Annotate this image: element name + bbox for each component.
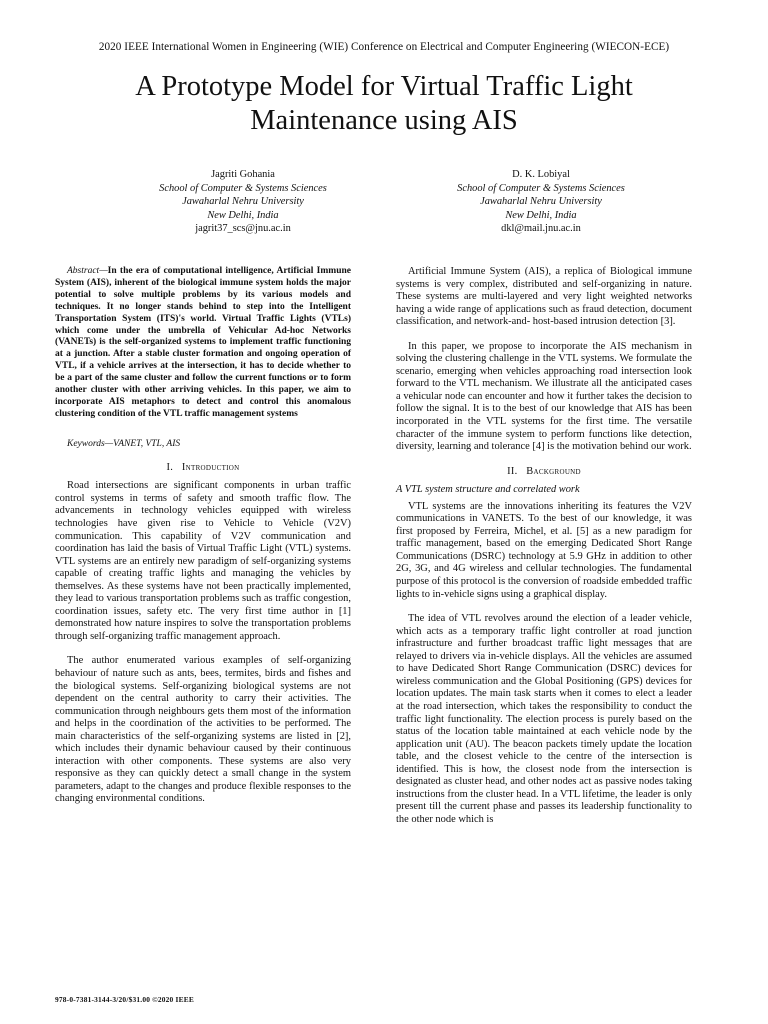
intro-paragraph-4: In this paper, we propose to incorporate the AIS mechanism in solving the clustering challenge in the VTL systems. We formulate the scenario, emerging when vehicles approaching road intersection look forward to the VTL mechanism. We illustrate all the anticipated cases a vehicular node can encounter and how it further takes the decision to follow the signal. It is to the best of our knowledge that AIS has been incorporated in the VTL systems for the first time. The versatile character of the immune system to perform functions like detection, diversity, learning and tolerance [4] is the motivation behind our work.: [396, 340, 692, 453]
author-dept: School of Computer & Systems Sciences: [457, 182, 625, 194]
author-block-2: [426, 168, 656, 236]
author-email: jagrit37_scs@jnu.ac.in: [195, 223, 291, 235]
left-column: [55, 266, 351, 806]
section-number: II.: [507, 465, 518, 477]
author-univ: Jawaharlal Nehru University: [480, 196, 602, 208]
background-paragraph-2: The idea of VTL revolves around the election of a leader vehicle, which acts as a temporary traffic light controller at road junction infrastructure and further broadcast traffic light messages that are relayed to drivers via in-vehicle displays. All the vehicles are assumed to have Dedicated Short Range Communication (DSRC) devices for wireless communication and the Global Positioning (GPS) devices for location updates. The main task starts when it comes to elect a leader at the road intersection, which takes the responsibility to conduct the traffic light functionality. The election process is purely based on the status of the location table maintained at each vehicle node by the application unit (AU). The beacon packets timely update the location table, and the closest vehicle to the centre of the intersection is identified. This is how, the closest node from the intersection is designated as cluster head, and other nodes act as passive nodes taking instructions from the cluster head. In a VTL lifetime, the leader is only present till the current phase and passes its leadership functionality to the other node which is: [396, 613, 692, 825]
author-city: New Delhi, India: [505, 209, 577, 221]
section-title: Background: [526, 465, 581, 477]
author-name: Jagriti Gohania: [211, 169, 275, 180]
section-title: Introduction: [181, 461, 240, 473]
author-univ: Jawaharlal Nehru University: [182, 196, 304, 208]
author-city: New Delhi, India: [207, 209, 279, 221]
keywords: Keywords—VANET, VTL, AIS: [67, 438, 181, 449]
section-heading-introduction: [55, 462, 351, 475]
author-email: dkl@mail.jnu.ac.in: [501, 223, 581, 235]
section-heading-background: [396, 466, 692, 479]
section-number: I.: [166, 461, 174, 473]
conference-header: 2020 IEEE International Women in Engineering (WIE) Conference on Electrical and Computer Engineering (WIECON-ECE): [98, 41, 670, 53]
author-name: D. K. Lobiyal: [512, 169, 570, 180]
author-dept: School of Computer & Systems Sciences: [159, 182, 327, 194]
subsection-heading: A VTL system structure and correlated work: [396, 484, 580, 496]
intro-paragraph-2: The author enumerated various examples of self-organizing behaviour of nature such as ants, bees, termites, birds and fishes and the biological systems. Self-organizing biological systems are not dependent on the central authority to carry their activities. The communication through neighbours gets them most of the information and helps in the coordination of the activities to be performed. The main characteristics of the self-organizing systems are listed in [2], which includes their dynamic behaviour caused by their continuous interaction with other components. These systems are also very responsive as they can quickly detect a small change in the system parameters, adapt to the changes and produce flexible responses to the changing environmental conditions.: [55, 655, 351, 805]
background-paragraph-1: VTL systems are the innovations inheriting its features the V2V communications in VANETS. To the best of our knowledge, it was first proposed by Ferreira, Michel, et al. [5] as a new paradigm for traffic management, based on the emerging Dedicated Short Range Communications (DSRC) technology at 5.9 GHz in addition to other 2G, 3G, and 4G wireless and cellular technologies. The fundamental purpose of this protocol is the conversion of roadside embedded traffic lights to in-vehicle signs using a graphical display.: [396, 500, 692, 600]
abstract-lead: Abstract—: [67, 266, 108, 276]
title-line-1: A Prototype Model for Virtual Traffic Light: [135, 71, 633, 102]
intro-paragraph-1: Road intersections are significant components in urban traffic control systems in terms of safety and smooth traffic flow. The advancements in technology vehicles equipped with wireless technologies have given rise to Vehicle to Vehicle (V2V) communication. This capability of V2V communication and coordination has laid the basis of Virtual Traffic Light (VTL) systems. VTL systems are an entirely new paradigm of self-organizing systems capable of creating traffic lights and managing the vehicles by themselves. As these systems have not been practically implemented, they lead to various transportation problems such as traffic congestion, coordination issues, safety etc. The very first time author in [1] demonstrated how nature inspires to solve the transportation problems through self-organizing traffic management approach.: [55, 480, 351, 642]
author-block-1: [128, 168, 358, 236]
intro-paragraph-3: Artificial Immune System (AIS), a replica of Biological immune systems is very complex, distributed and self-organizing in nature. These systems are multi-layered and very light weighted networks having a wide range of applications such as fraud detection, document classification, and network-and- host-based intrusion detection [3].: [396, 266, 692, 328]
paper-title: [40, 70, 728, 138]
right-column: [396, 266, 692, 826]
abstract: [55, 266, 351, 421]
abstract-text: In the era of computational intelligence, Artificial Immune System (AIS), inherent of the biological immune system holds the major potential to solve multiple problems by its various models and techniques. It no longer stands behind to step into the Intelligent Transportation System (ITS)'s world. Virtual Traffic Lights (VTLs) which come under the umbrella of Vehicular Ad-hoc Networks (VANETs) is the self-organized systems to implement traffic functioning at a junction. After a stable cluster formation and ongoing operation of VTL, if a vehicle arrives at the intersection, it has to decide whether to be a part of the same cluster and follow the current functions or to form another cluster with other arriving vehicles. In this paper, we aim to incorporate AIS metaphors to detect and control this anomalous clustering condition of the VTL traffic management systems: [55, 266, 351, 419]
title-line-2: Maintenance using AIS: [250, 105, 518, 136]
copyright-footer: 978-0-7381-3144-3/20/$31.00 ©2020 IEEE: [55, 995, 194, 1004]
